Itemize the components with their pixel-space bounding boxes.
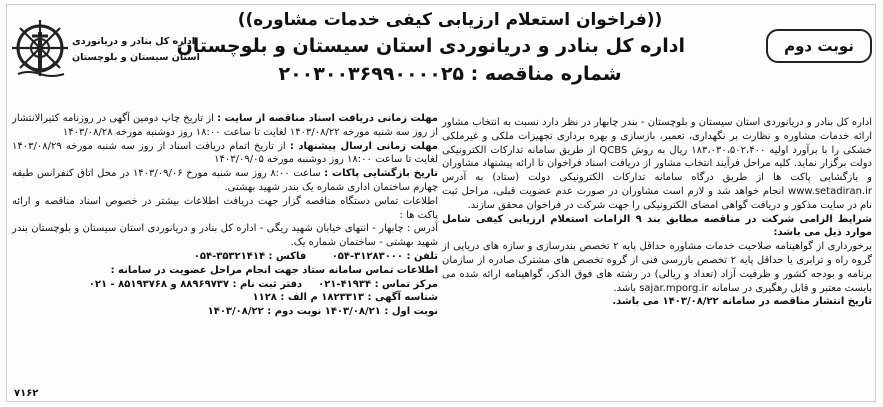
phone: تلفن : ۳۱۲۸۳۰۰۰-۰۵۴ <box>331 250 438 262</box>
left-column <box>12 112 438 319</box>
fax: فاکس : ۳۵۳۲۱۴۱۴-۰۵۴ <box>193 250 307 262</box>
anchor-wheel-emblem-icon <box>10 14 72 84</box>
setad-contact-title: اطلاعات تماس سامانه ستاد جهت انجام مراحل عضویت در سامانه : <box>110 264 438 276</box>
tender-number: شماره مناقصه : ۲۰۰۳۰۰۳۶۹۹۰۰۰۰۲۵ <box>278 63 622 85</box>
announcement-title: ((فراخوان استعلام ارزیابی کیفی خدمات مشاوره)) <box>237 10 663 30</box>
footer-code: ۷۱۶۲ <box>14 388 39 399</box>
publish-date: تاریخ انتشار مناقصه در سامانه ۱۴۰۳/۰۸/۲۲ می باشد. <box>612 296 872 308</box>
conditions-paragraph: برخورداری از گواهینامه صلاحیت خدمات مشاوره حداقل پایه ۲ تخصص بندرسازی و سازه های دریایی از گروه راه و ترابری یا حداقل پایه ۲ تخصص بازرسی فنی از گروه تخصص های مشترک صادره از سازمان برنامه و بودجه کشور و ظرفیت آزاد (تعداد و ریالی) در رشته های فوق الذکر، گواهینامه ارائه شده می بایست معتبر و قابل رهگیری در سامانه sajar.mporg.ir باشد. <box>442 241 872 294</box>
call-center: مرکز تماس : ۴۱۹۳۴-۰۲۱ <box>318 278 438 290</box>
ad-id: شناسه آگهی : ۱۸۲۳۳۱۳ م الف : ۱۱۲۸ <box>252 292 438 304</box>
opening-date-text: ساعت ۸:۰۰ روز سه شنبه مورخ ۱۴۰۳/۰۹/۰۶ در محل اتاق کنفرانس طبقه چهارم ساختمان اداری شماره یک بندر شهید بهشتی. <box>12 168 438 193</box>
second-round-badge: نوبت دوم <box>766 29 872 63</box>
publication-dates: نوبت اول : ۱۴۰۳/۰۸/۲۱ نوبت دوم : ۱۴۰۳/۰۸/۲۲ <box>207 306 438 318</box>
right-column <box>442 116 872 309</box>
conditions-title: شرایط الزامی شرکت در مناقصه مطابق بند ۹ الزامات استعلام ارزیابی کیفی شامل موارد ذیل می باشد: <box>442 213 872 239</box>
organization-name-line2: استان سیستان و بلوچستان <box>72 52 200 63</box>
send-deadline-text: از تاریخ اتمام دریافت اسناد از روز سه شنبه مورخه ۱۴۰۳/۰۸/۲۹ لغایت تا ساعت ۱۸:۰۰ روز دوشنبه مورخه ۱۴۰۳/۰۹/۰۵ <box>12 140 438 166</box>
organization-title: اداره کل بنادر و دریانوردی استان سیستان و بلوچستان <box>176 35 685 57</box>
contact-info: اطلاعات تماس دستگاه مناقصه گزار جهت دریافت اطلاعات بیشتر در خصوص اسناد مناقصه و ارائه پاکت ها : <box>12 195 438 221</box>
receive-deadline-text: از تاریخ چاپ دومین آگهی در روزنامه کثیرالانتشار از روز سه شنبه مورخه ۱۴۰۳/۰۸/۲۲ لغایت تا ساعت ۱۸:۰۰ روز دوشنبه مورخه ۱۴۰۳/۰۸/۲۸ <box>12 113 438 138</box>
titles <box>176 8 685 88</box>
opening-date-title: تاریخ بازگشایی پاکات : <box>324 168 439 180</box>
send-deadline-title: مهلت زمانی ارسال پیشنهاد : <box>289 140 438 152</box>
organization-name-line1: اداره کل بنادر و دریانوردی <box>72 36 196 47</box>
address: آدرس : چابهار - انتهای خیابان شهید ریگی - اداره کل بنادر و دریانوردی استان سیستان و بلوچستان بندر شهید بهشتی - ساختمان شماره یک. <box>12 223 438 249</box>
intro-paragraph: اداره کل بنادر و دریانوردی استان سیستان و بلوچستان - بندر چابهار در نظر دارد نسبت به انتخاب مشاور ارائه خدمات مشاوره و نظارت بر نگهداری، تعمیر، بازسازی و بهره برداری تجهیزات ملکی و غیرملکی خشکی را با برآورد اولیه ۱۸۳،۰۳۰،۵۰۲،۴۰۰ ریال به روش QCBS از طریق سامانه تدارکات الکترونیکی دولت برگزار نماید. کلیه مراحل فرآیند انتخاب مشاور از دریافت اسناد فراخوان تا ارائه پیشنهاد مشاوران و بازگشایی پاکت ها از طریق درگاه سامانه تدارکات الکترونیکی دولت (ستاد) به آدرس www.setadiran.ir انجام خواهد شد و لازم است مشاوران در صورت عدم عضویت قبلی، مراحل ثبت نام در سایت مذکور و دریافت گواهی امضای الکترونیکی را جهت شرکت در فراخوان محقق سازند. <box>442 117 873 211</box>
receive-deadline-title: مهلت زمانی دریافت اسناد مناقصه از سایت : <box>217 113 438 124</box>
header <box>0 0 883 110</box>
register-office: دفتر ثبت نام : ۸۸۹۶۹۷۳۷ و ۸۵۱۹۳۷۶۸ - ۰۲۱ <box>88 278 303 290</box>
